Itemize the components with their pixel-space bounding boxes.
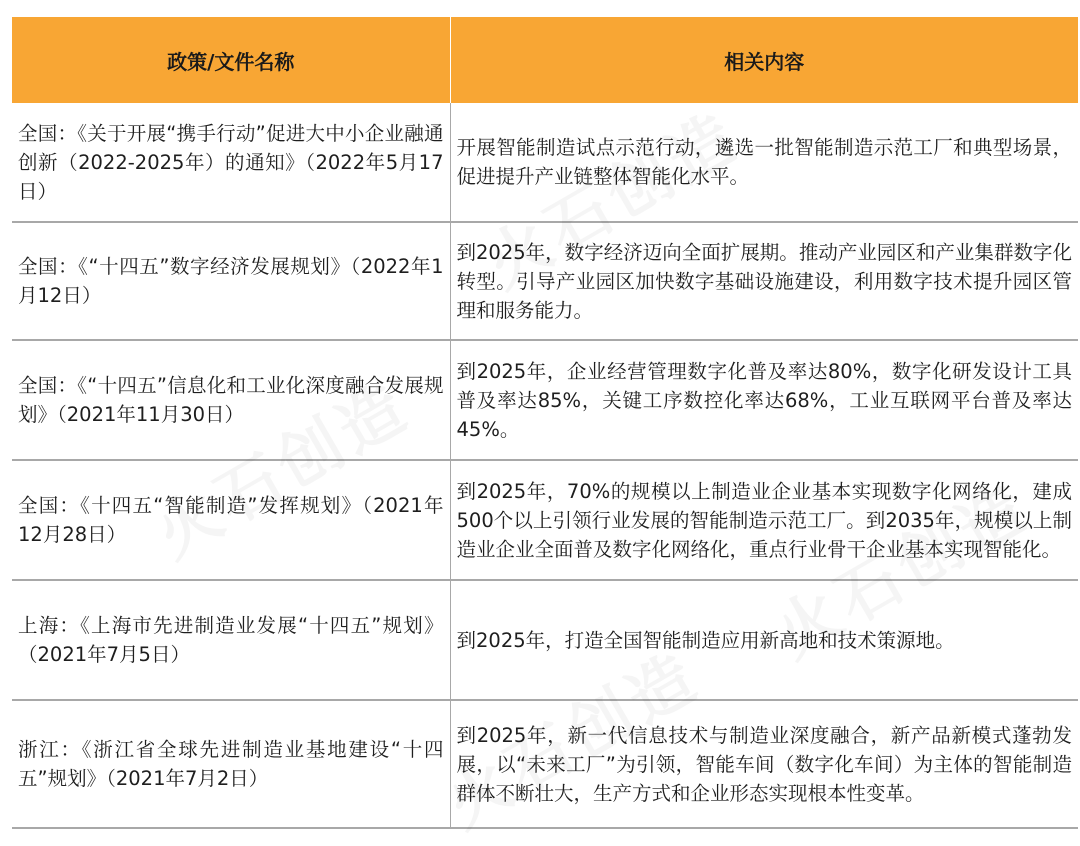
policy-content-cell: 到2025年，新一代信息技术与制造业深度融合，新产品新模式蓬勃发展，以“未来工厂”为引领，智能车间（数字化车间）为主体的智能制造群体不断壮大，生产方式和企业形态实现根本性变革。 <box>450 700 1078 828</box>
table-row <box>12 340 1078 460</box>
policy-name-cell: 全国：《十四五“智能制造”发挥规划》（2021年12月28日） <box>12 460 450 580</box>
policy-name-cell: 浙江：《浙江省全球先进制造业基地建设“十四五”规划》（2021年7月2日） <box>12 700 450 828</box>
policy-content-cell: 到2025年，打造全国智能制造应用新高地和技术策源地。 <box>450 580 1078 700</box>
header-related-content: 相关内容 <box>450 17 1078 103</box>
table-row <box>12 222 1078 340</box>
policy-name-cell: 全国：《“十四五”信息化和工业化深度融合发展规划》（2021年11月30日） <box>12 340 450 460</box>
policy-content-cell: 开展智能制造试点示范行动，遴选一批智能制造示范工厂和典型场景，促进提升产业链整体智能化水平。 <box>450 103 1078 222</box>
policy-table <box>12 17 1078 829</box>
policy-name-cell: 全国：《“十四五”数字经济发展规划》（2022年1月12日） <box>12 222 450 340</box>
policy-name-cell: 全国：《关于开展“携手行动”促进大中小企业融通创新（2022-2025年）的通知》（2022年5月17日） <box>12 103 450 222</box>
policy-content-cell: 到2025年，企业经营管理数字化普及率达80%，数字化研发设计工具普及率达85%，关键工序数控化率达68%，工业互联网平台普及率达45%。 <box>450 340 1078 460</box>
table-row <box>12 103 1078 222</box>
header-policy-name: 政策/文件名称 <box>12 17 450 103</box>
policy-name-cell: 上海：《上海市先进制造业发展“十四五”规划》（2021年7月5日） <box>12 580 450 700</box>
table-row <box>12 700 1078 828</box>
table-row <box>12 580 1078 700</box>
header-row <box>12 17 1078 103</box>
table-row <box>12 460 1078 580</box>
policy-content-cell: 到2025年，70%的规模以上制造业企业基本实现数字化网络化，建成500个以上引领行业发展的智能制造示范工厂。到2035年，规模以上制造业企业全面普及数字化网络化，重点行业骨干企业基本实现智能化。 <box>450 460 1078 580</box>
policy-content-cell: 到2025年，数字经济迈向全面扩展期。推动产业园区和产业集群数字化转型。引导产业园区加快数字基础设施建设，利用数字技术提升园区管理和服务能力。 <box>450 222 1078 340</box>
